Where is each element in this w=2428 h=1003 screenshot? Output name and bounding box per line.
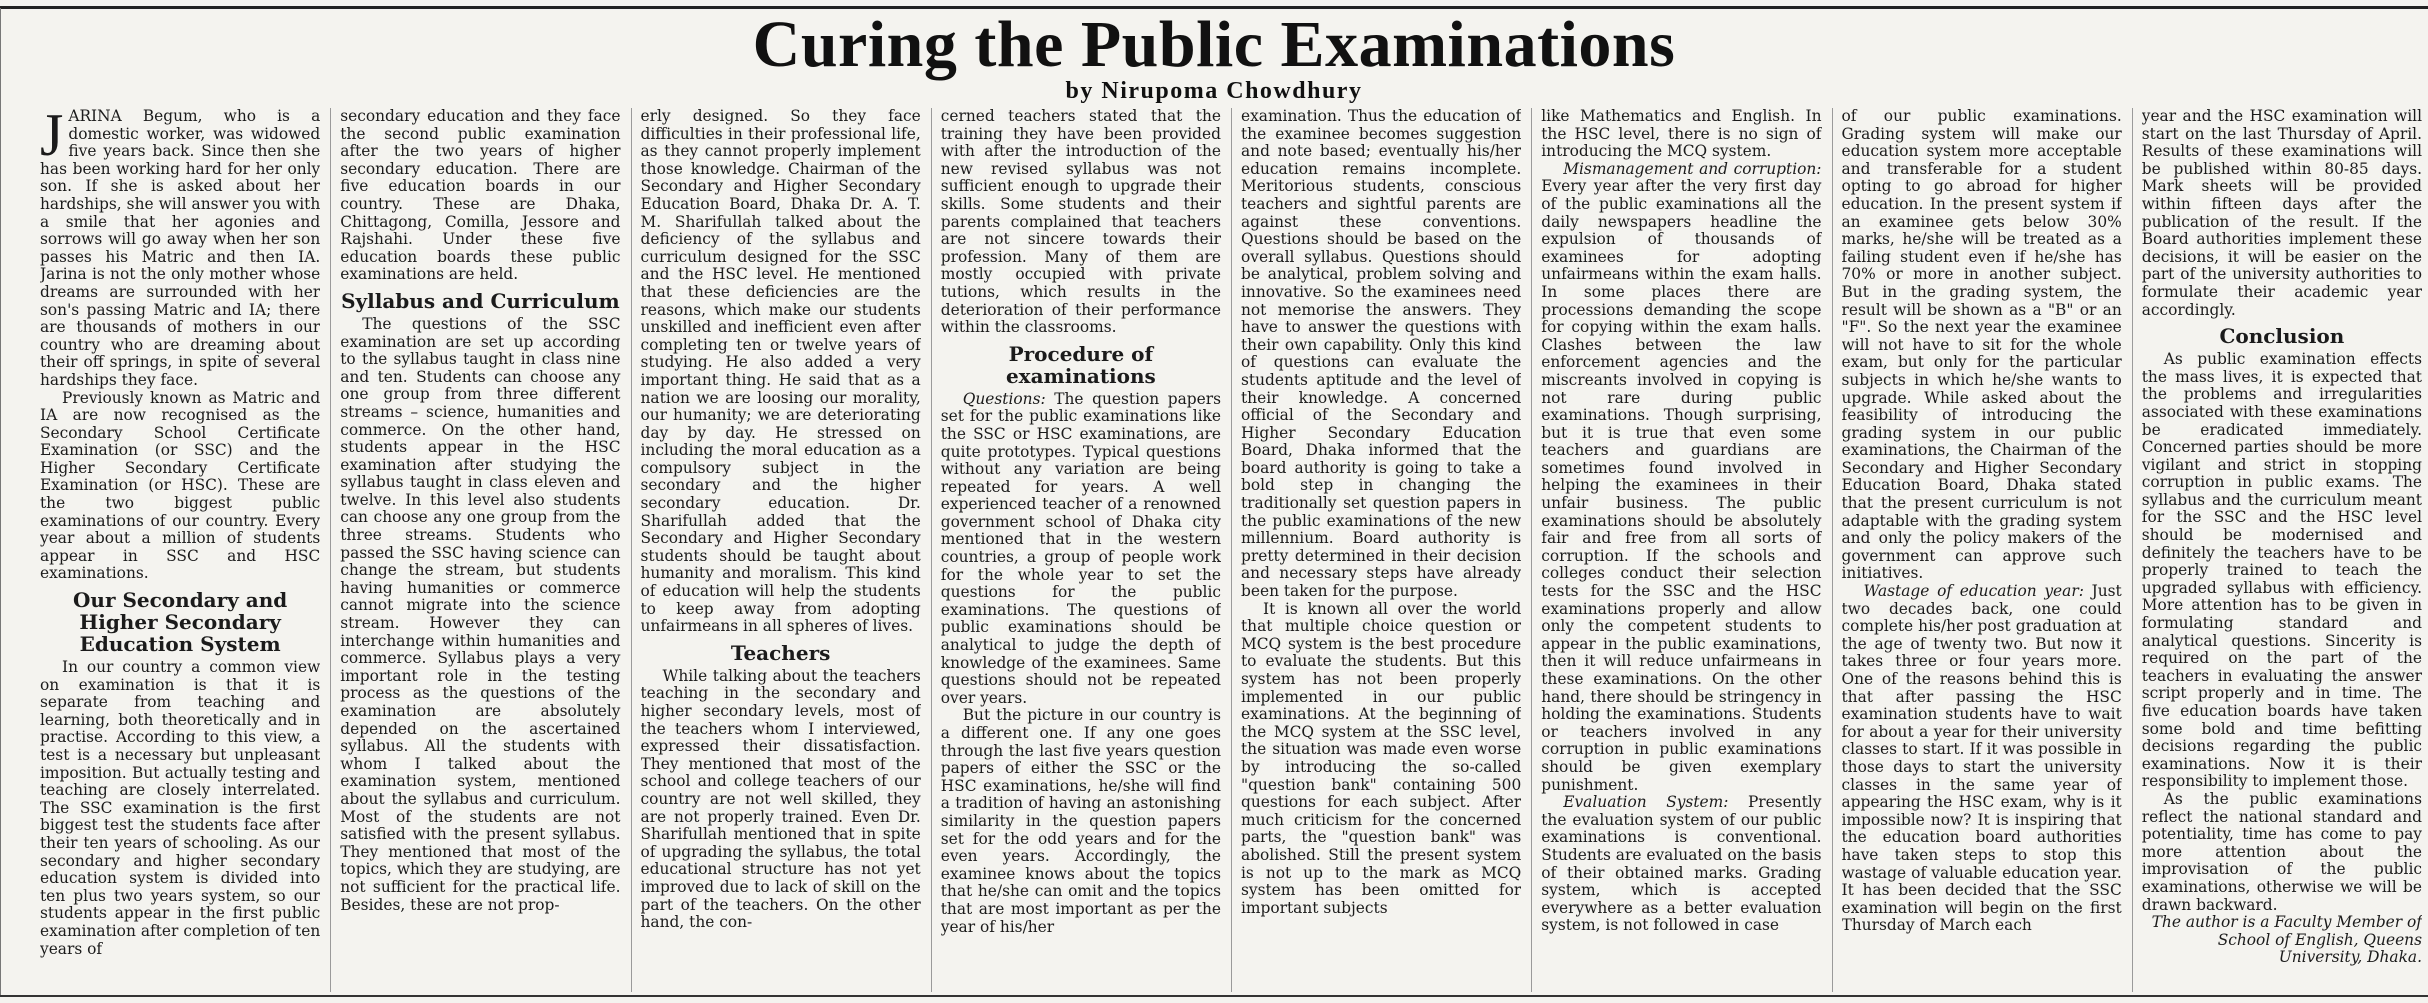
paragraph-text: The question papers set for the public examinations like the SSC or HSC examinations, are quite prototypes. Typical questions without any variation are being repeated for years. A well experienced teacher of a renowned government school of Dhaka city mentioned that in the western countries, a group of people work for the whole year to set the questions for the public examinations. The questions of public examinations should be analytical to judge the depth of knowledge of the examinees. Same questions should not be repeated over years. [940,389,1221,707]
article-column [40,108,320,992]
paragraph-label: Evaluation System: [1563,793,1729,812]
body-paragraph [1541,161,1821,794]
body-paragraph: Previously known as Matric and IA are now recognised as the Secondary School Certificate Examination (or SSC) and the Higher Secondary Certificate Examination (or HSC). These are the two biggest public examinations of our country. Every year about a million of students appear in SSC and HSC examinations. [40,388,321,583]
article-column [1241,108,1521,992]
author-note: The author is a Faculty Member of School of English, Queens University, Dhaka. [2151,913,2422,967]
article-column [941,108,1221,992]
body-paragraph: cerned teachers stated that the training they have been provided with after the introduction of the new revised syllabus was not sufficient enough to upgrade their skills. Some students and their parents complained that teachers are not sincere towards their profession. Many of them are mostly occupied with private tutions, which results in the deterioration of their performance within the classrooms. [940,108,1221,337]
article-column [1842,108,2122,992]
body-paragraph: erly designed. So they face difficulties in their professional life, as they cannot properly implement those knowledge. Chairman of the Secondary and Higher Secondary Education Board, Dhaka Dr. A. T. M. Sharifullah talked about the deficiency of the syllabus and curriculum designed for the SSC and the HSC level. He mentioned that these deficiencies are the reasons, which make our students unskilled and inefficient even after completing ten or twelve years of studying. He also added a very important thing. He said that as a nation we are loosing our morality, our humanity; we are deteriorating day by day. He stressed on including the moral education as a compulsory subject in the secondary and the higher secondary education. Dr. Sharifullah added that the Secondary and Higher Secondary students should be taught about humanity and moralism. This kind of education will help the students to keep away from adopting unfairmeans in all spheres of lives. [640,108,921,636]
paragraph-label: Mismanagement and corruption: [1563,159,1822,178]
body-paragraph: In our country a common view on examination is that it is separate from teaching and learning, both theoretically and in practise. According to this view, a test is a necessary but unpleasant imposition. But actually testing and teaching are closely interrelated. The SSC examination is the first biggest test the students face after their ten years of schooling. As our secondary and higher secondary education system is divided into ten plus two years system, so our students appear in the first public examination after completion of ten years of [40,658,321,958]
paragraph-text: Presently the evaluation system of our public examinations is conventional. Students are evaluated on the basis of their obtained marks. Grading system, which is accepted everywhere as a better evaluation system, is not followed in case [1541,793,1822,935]
column-rule [631,108,632,992]
article-column [340,108,620,992]
paragraph-label: Wastage of education year: [1863,582,2084,601]
paragraph-label: Questions: [962,389,1046,408]
body-paragraph [1541,794,1821,935]
article-column [641,108,921,992]
byline: by Nirupoma Chowdhury [1065,78,1363,104]
body-paragraph [941,391,1221,708]
column-rule [1531,108,1532,992]
column-rule [330,108,331,992]
paragraph-text: Just two decades back, one could complete his/her post graduation at the age of twenty two. But now it takes three or four years more. One of the reasons behind this is that after passing the HSC examination students have to wait for about a year for their university classes to start. If it was possible in those days to start the university classes in the same year of appearing the HSC exam, why is it impossible now? It is inspiring that the education board authorities have taken steps to stop this wastage of valuable education year. It has been decided that the SSC examination will begin on the first Thursday of March each [1841,582,2122,935]
body-paragraph: It is known all over the world that multiple choice question or MCQ system is the best procedure to evaluate the students. But this system has not been properly implemented in our public examinations. At the beginning of the MCQ system at the SSC level, the situation was made even worse by introducing the so-called "question bank" containing 500 questions for each subject. After much criticism for the concerned parts, the "question bank" was abolished. Still the present system is not up to the mark as MCQ system has been omitted for important subjects [1241,599,1522,917]
lead-text: ARINA Begum, who is a domestic worker, was widowed five years back. Since then she has been working hard for her only son. If she is asked about her hardships, she will answer you with a smile that her agonies and sorrows will go away when her son passes his Matric and then IA. Jarina is not the only mother whose dreams are surrounded with her son's passing Matric and IA; there are thousands of mothers in our country who are dreaming about their off springs, in spite of several hardships they face. [40,108,321,389]
section-heading: Procedure of examinations [1005,341,1156,388]
section-heading: Our Secondary and Higher Secondary Education System [73,588,288,657]
article-column [1541,108,1821,992]
section-heading: Syllabus and Curriculum [341,288,620,313]
body-paragraph: But the picture in our country is a different one. If any one goes through the last five years question papers of either the SSC or the HSC examinations, he/she will find a tradition of having an astonishing similarity in the question papers set for the odd years and for the even years. Accordingly, the examinee knows about the topics that he/she can omit and the topics that are most important as per the year of his/her [940,706,1221,936]
section-heading: Conclusion [2219,324,2345,349]
column-rule [1832,108,1833,992]
body-paragraph: examination. Thus the education of the examinee becomes suggestion and note based; eventually his/her education remains incomplete. Meritorious students, conscious teachers and sightful parents are against these conventions. Questions should be based on the overall syllabus. Questions should be analytical, problem solving and innovative. So the examinees need not memorise the answers. They have to answer the questions with their own capability. Only this kind of questions can evaluate the students aptitude and the level of their knowledge. A concerned official of the Secondary and Higher Secondary Education Board, Dhaka informed that the board authority is going to take a bold step in changing the traditionally set question papers in the public examinations of the new millennium. Board authority is pretty determined in their decision and necessary steps have already been taken for the purpose. [1241,108,1522,601]
body-paragraph: While talking about the teachers teaching in the secondary and higher secondary levels, most of the teachers whom I interviewed, expressed their dissatisfaction. They mentioned that most of the school and college teachers of our country are not well skilled, they are not properly trained. Even Dr. Sharifullah mentioned that in spite of upgrading the syllabus, the total educational structure has not yet improved due to lack of skill on the part of the teachers. On the other hand, the con- [640,666,921,932]
body-paragraph: like Mathematics and English. In the HSC level, there is no sign of introducing the MCQ system. [1541,108,1822,161]
body-paragraph: As the public examinations reflect the national standard and potentiality, time has come to pay more attention about the improvisation of the public examinations, otherwise we will be drawn backward. [2141,789,2422,914]
column-rule [2132,108,2133,992]
section-heading: Teachers [730,640,831,665]
paragraph-text: Every year after the very first day of the public examinations all the daily newspapers headline the expulsion of thousands of examinees for adopting unfairmeans within the exam halls. In some places there are processions demanding the scope for copying within the exam halls. Clashes between the law enforcement agencies and the miscreants involved in copying is not rare during public examinations. Though surprising, but it is true that even some teachers and guardians are sometimes found involved in helping the examinees in their unfair business. The public examinations should be absolutely fair and free from all sorts of corruption. If the schools and colleges conduct their selection tests for the SSC and the HSC examinations properly and allow only the competent students to appear in the public examinations, then it will reduce unfairmeans in these examinations. On the other hand, there should be stringency in holding the examinations. Students or teachers involved in any corruption in public examinations should be given exemplary punishment. [1541,177,1822,794]
body-paragraph: secondary education and they face the second public examination after the two years of higher secondary education. There are five education boards in our country. These are Dhaka, Chittagong, Comilla, Jessore and Rajshahi. Under these five education boards these public examinations are held. [340,108,621,284]
body-paragraph [1842,583,2122,935]
body-paragraph: year and the HSC examination will start on the last Thursday of April. Results of these examinations will be published within 80-85 days. Mark sheets will be provided within fifteen days after the publication of the result. If the Board authorities implement these decisions, it will be easier on the part of the university authorities to formulate their academic year accordingly. [2141,108,2422,319]
article-column [2142,108,2422,992]
column-rule [1231,108,1232,992]
column-rule [931,108,932,992]
left-rule [0,8,1,995]
body-paragraph: The questions of the SSC examination are set up according to the syllabus taught in class nine and ten. Students can choose any one group from three different streams – science, humanities and commerce. On the other hand, students appear in the HSC examination after studying the syllabus taught in class eleven and twelve. In this level also students can choose any one group from the three streams. Students who passed the SSC having science can change the stream, but students having humanities or commerce cannot migrate into the science stream. However they can interchange within humanities and commerce. Syllabus plays a very important role in the testing process as the questions of the examination are absolutely depended on the ascertained syllabus. All the students with whom I talked about the examination system, mentioned about the syllabus and curriculum. Most of the students are not satisfied with the present syllabus. They mentioned that most of the topics, which they are studying, are not sufficient for the practical life. Besides, these are not prop- [340,314,621,914]
lead-paragraph [40,108,320,390]
headline: Curing the Public Examinations [752,8,1676,81]
body-paragraph: of our public examinations. Grading system will make our education system more acceptable and transferable for a student opting to go abroad for higher education. In the present system if an examinee gets below 30% marks, he/she will be treated as a failing student even if he/she has 70% or more in another subject. But in the grading system, the result will be shown as a "B" or an "F". So the next year the examinee will not have to sit for the whole exam, but only for the particular subjects in which he/she wants to upgrade. While asked about the feasibility of introducing the grading system in our public examinations, the Chairman of the Secondary and Higher Secondary Education Board, Dhaka stated that the present curriculum is not adaptable with the grading system and only the policy makers of the government can approve such initiatives. [1841,108,2122,583]
drop-cap: J [40,108,64,168]
body-paragraph: As public examination effects the mass lives, it is expected that the problems and irregularities associated with these examinations be eradicated immediately. Concerned parties should be more vigilant and strict in stopping corruption in public exams. The syllabus and the curriculum meant for the SSC and the HSC level should be modernised and definitely the teachers have to be properly trained to teach the upgraded syllabus with efficiency. More attention has to be given in formulating standard and analytical questions. Sincerity is required on the part of the teachers in evaluating the answer script properly and in time. The five education boards have taken some bold and time befitting decisions regarding the public examinations. Now it is their responsibility to implement those. [2141,350,2422,791]
bottom-rule [0,995,2428,997]
